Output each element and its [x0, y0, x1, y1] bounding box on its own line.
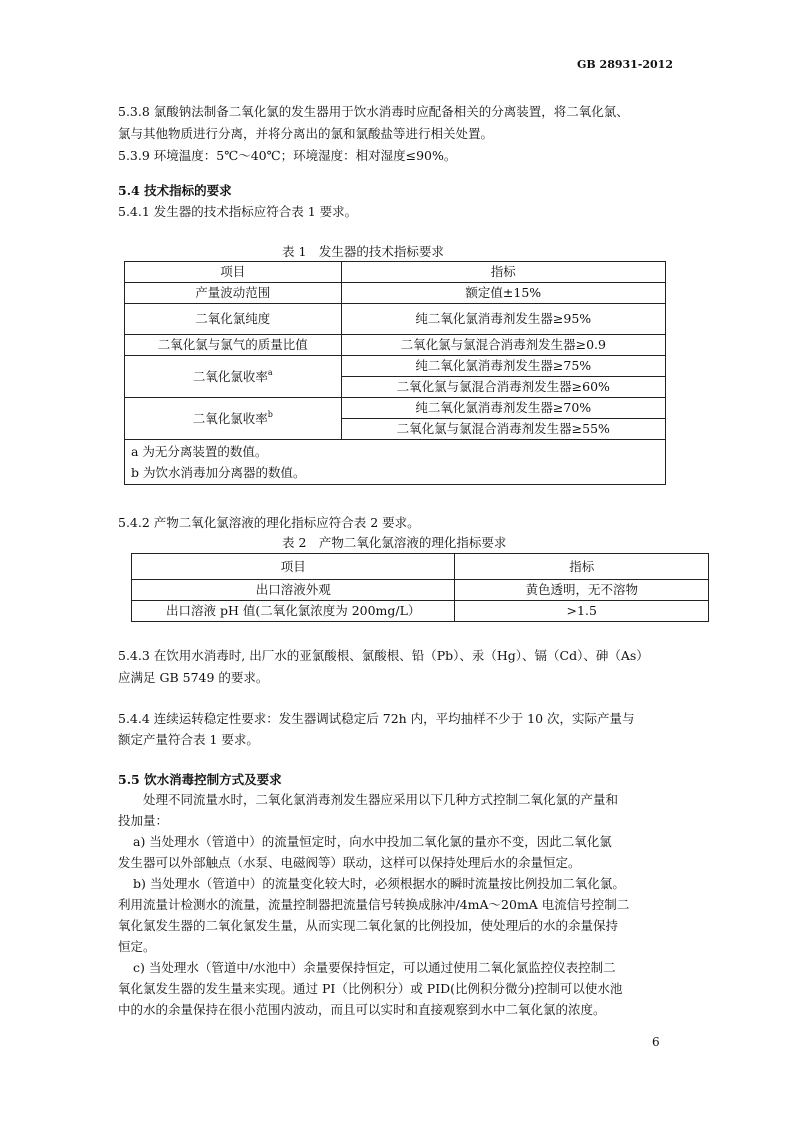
- clause-5-3-8-line1: 5.3.8 氯酸钠法制备二氧化氯的发生器用于饮水消毒时应配备相关的分离装置，将二氧化氯、: [118, 104, 629, 119]
- table-cell: 二氧化氯与氯混合消毒剂发生器≥55%: [341, 419, 665, 440]
- table-row: [125, 304, 666, 335]
- standard-number: GB 28931-2012: [577, 58, 673, 71]
- table-cell: 纯二氧化氯消毒剂发生器≥95%: [341, 304, 665, 335]
- table-row: [125, 440, 666, 485]
- table-row: [125, 283, 666, 304]
- table2-caption: 表 2 产物二氧化氯溶液的理化指标要求: [282, 535, 507, 550]
- item-b-line4: 恒定。: [118, 939, 156, 954]
- item-c-line1: c) 当处理水（管道中/水池中）余量要保持恒定，可以通过使用二氧化氯监控仪表控制二: [133, 960, 616, 975]
- table1: [124, 261, 666, 485]
- clause-5-3-8-line2: 氯与其他物质进行分离，并将分离出的氯和氯酸盐等进行相关处置。: [118, 126, 494, 141]
- table-footnote-b: b 为饮水消毒加分离器的数值。: [131, 465, 306, 480]
- item-a-line2: 发生器可以外部触点（水泵、电磁阀等）联动，这样可以保持处理后水的余量恒定。: [118, 855, 581, 870]
- table-cell: [125, 356, 342, 398]
- clause-5-4-4-line2: 额定产量符合表 1 要求。: [118, 732, 259, 747]
- table-cell-text: 二氧化氯收率: [192, 368, 268, 384]
- table-row: [132, 601, 709, 622]
- section-5-4-heading: 5.4 技术指标的要求: [118, 183, 232, 198]
- table-cell: 二氧化氯纯度: [125, 304, 342, 335]
- table-cell: 出口溶液外观: [132, 580, 455, 601]
- table-header-cell: 项目: [132, 554, 455, 580]
- clause-5-3-9: 5.3.9 环境温度：5℃～40℃；环境湿度：相对湿度≤90%。: [118, 148, 457, 163]
- table-cell: 产量波动范围: [125, 283, 342, 304]
- table-footnote-a: a 为无分离装置的数值。: [131, 444, 268, 459]
- section-5-5-intro-line2: 投加量：: [118, 813, 169, 828]
- item-a-line1: a) 当处理水（管道中）的流量恒定时，向水中投加二氧化氯的量亦不变，因此二氧化氯: [133, 834, 612, 849]
- clause-5-4-2: 5.4.2 产物二氧化氯溶液的理化指标应符合表 2 要求。: [118, 515, 420, 530]
- section-5-5-heading: 5.5 饮水消毒控制方式及要求: [118, 772, 282, 787]
- footnote-marker: b: [267, 409, 273, 419]
- table-row: [132, 580, 709, 601]
- item-b-line3: 氧化氯发生器的二氧化氯发生量，从而实现二氧化氯的比例投加，使处理后的水的余量保持: [118, 918, 619, 933]
- table-row: [125, 262, 666, 283]
- table-header-cell: 项目: [125, 262, 342, 283]
- table-cell: 二氧化氯与氯气的质量比值: [125, 335, 342, 356]
- clause-5-4-4-line1: 5.4.4 连续运转稳定性要求：发生器调试稳定后 72h 内，平均抽样不少于 10 次，实际产量与: [118, 711, 635, 726]
- page-number: 6: [652, 1035, 660, 1049]
- table-header-cell: 指标: [455, 554, 709, 580]
- item-c-line3: 中的水的余量保持在很小范围内波动，而且可以实时和直接观察到水中二氧化氯的浓度。: [118, 1002, 606, 1017]
- clause-5-4-1: 5.4.1 发生器的技术指标应符合表 1 要求。: [118, 204, 358, 219]
- table2: [131, 553, 709, 622]
- table-cell: 纯二氧化氯消毒剂发生器≥75%: [341, 356, 665, 377]
- clause-5-4-3-line1: 5.4.3 在饮用水消毒时, 出厂水的亚氯酸根、氯酸根、铅（Pb）、汞（Hg）、镉（Cd）、砷（As）: [118, 648, 649, 663]
- table-cell: [125, 398, 342, 440]
- table-cell: 二氧化氯与氯混合消毒剂发生器≥60%: [341, 377, 665, 398]
- table-cell: 二氧化氯与氯混合消毒剂发生器≥0.9: [341, 335, 665, 356]
- clause-5-4-3-line2: 应满足 GB 5749 的要求。: [118, 670, 269, 685]
- section-5-5-intro-line1: 处理不同流量水时，二氧化氯消毒剂发生器应采用以下几种方式控制二氧化氯的产量和: [143, 792, 619, 807]
- table-row: [125, 398, 666, 419]
- table-row: [125, 356, 666, 377]
- table-cell: 出口溶液 pH 值(二氧化氯浓度为 200mg/L）: [132, 601, 455, 622]
- table-cell: >1.5: [455, 601, 709, 622]
- table-cell: 纯二氧化氯消毒剂发生器≥70%: [341, 398, 665, 419]
- table-cell: 额定值±15%: [341, 283, 665, 304]
- table-footnote-cell: [125, 440, 666, 485]
- table-row: [125, 335, 666, 356]
- footnote-marker: a: [267, 367, 273, 377]
- item-b-line1: b) 当处理水（管道中）的流量变化较大时，必须根据水的瞬时流量按比例投加二氧化氯。: [133, 876, 625, 891]
- table-cell: 黄色透明，无不溶物: [455, 580, 709, 601]
- table-header-cell: 指标: [341, 262, 665, 283]
- item-b-line2: 利用流量计检测水的流量，流量控制器把流量信号转换成脉冲/4mA～20mA 电流信号控制二: [118, 897, 630, 912]
- table-cell-text: 二氧化氯收率: [192, 410, 268, 426]
- table-row: [132, 554, 709, 580]
- table1-caption: 表 1 发生器的技术指标要求: [282, 244, 444, 259]
- item-c-line2: 氧化氯发生器的发生量来实现。通过 PI（比例积分）或 PID(比例积分微分)控制可以使水池: [118, 981, 623, 996]
